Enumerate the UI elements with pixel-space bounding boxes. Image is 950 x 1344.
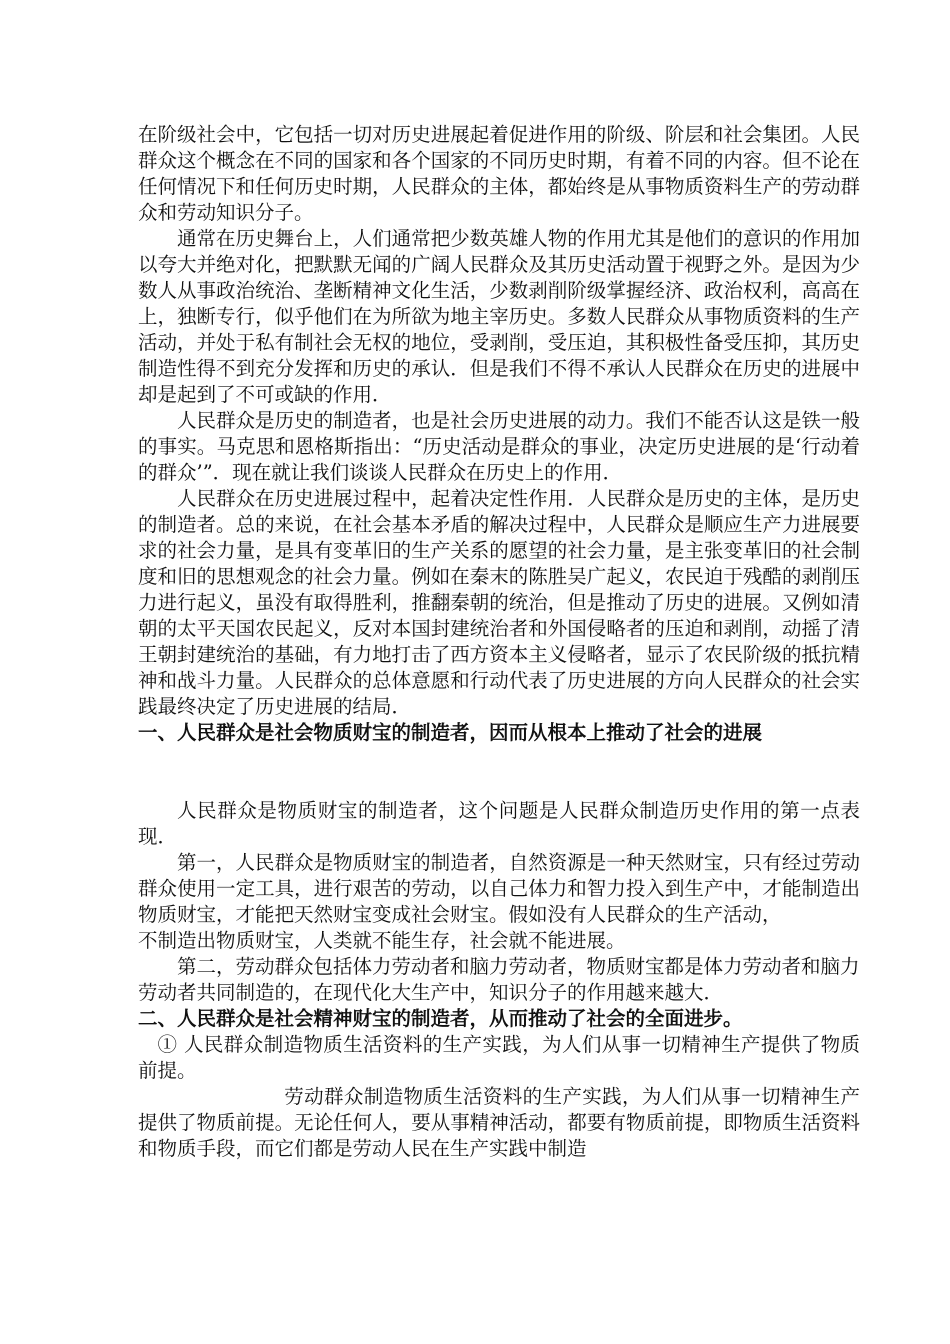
paragraph-11: 劳动群众制造物质生活资料的生产实践，为人们从事一切精神生产提供了物质前提。无论任何人，要从事精神活动，都要有物质前提，即物质生活资料和物质手段，而它们都是劳动人民在生产实践中制造 — [138, 1085, 860, 1160]
section-heading-2: 二、人民群众是社会精神财宝的制造者，从而推动了社会的全面进步。 — [138, 1007, 743, 1030]
paragraph-10: ① 人民群众制造物质生活资料的生产实践，为人们从事一切精神生产提供了物质前提。 — [138, 1033, 860, 1082]
paragraph-2: 通常在历史舞台上，人们通常把少数英雄人物的作用尤其是他们的意识的作用加以夸大并绝对化，把默默无闻的广阔人民群众及其历史活动置于视野之外。是因为少数人从事政治统治、垄断精神文化生活，少数剥削阶级掌握经济、政治权利，高高在上，独断专行，似乎他们在为所欲为地主宰历史。多数人民群众从事物质资料的生产活动，并处于私有制社会无权的地位，受剥削，受压迫，其积极性备受压抑，其历史制造性得不到充分发挥和历史的承认．但是我们不得不承认人民群众在历史的进展中却是起到了不可或缺的作用． — [138, 227, 860, 406]
blank-line — [138, 746, 860, 798]
paragraph-1: 在阶级社会中，它包括一切对历史进展起着促进作用的阶级、阶层和社会集团。人民群众这个概念在不同的国家和各个国家的不同历史时期，有着不同的内容。但不论在任何情况下和任何历史时期，人民群众的主体，都始终是从事物质资料生产的劳动群众和劳动知识分子。 — [138, 123, 860, 224]
paragraph-6: 第一，人民群众是物质财宝的制造者，自然资源是一种天然财宝，只有经过劳动群众使用一定工具，进行艰苦的劳动，以自己体力和智力投入到生产中，才能制造出物质财宝，才能把天然财宝变成社会财宝。假如没有人民群众的生产活动， — [138, 851, 860, 926]
paragraph-3: 人民群众是历史的制造者，也是社会历史进展的动力。我们不能否认这是铁一般的事实。马克思和恩格斯指出：“历史活动是群众的事业，决定历史进展的是‘行动着的群众’”．现在就让我们谈谈人民群众在历史上的作用． — [138, 409, 860, 484]
document-page — [138, 122, 860, 1162]
paragraph-7: 不制造出物质财宝，人类就不能生存，社会就不能进展。 — [138, 929, 626, 952]
paragraph-9: 劳动者共同制造的，在现代化大生产中，知识分子的作用越来越大． — [138, 981, 724, 1004]
section-heading-1: 一、人民群众是社会物质财宝的制造者，因而从根本上推动了社会的进展 — [138, 721, 763, 744]
paragraph-8: 第二，劳动群众包括体力劳动者和脑力劳动者，物质财宝都是体力劳动者和脑力 — [177, 955, 860, 978]
paragraph-4: 人民群众在历史进展过程中，起着决定性作用．人民群众是历史的主体，是历史的制造者。总的来说，在社会基本矛盾的解决过程中，人民群众是顺应生产力进展要求的社会力量，是具有变革旧的生产关系的愿望的社会力量，是主张变革旧的社会制度和旧的思想观念的社会力量。例如在秦末的陈胜吴广起义，农民迫于残酷的剥削压力进行起义，虽没有取得胜利，推翻秦朝的统治，但是推动了历史的进展。又例如清朝的太平天国农民起义，反对本国封建统治者和外国侵略者的压迫和剥削，动摇了清王朝封建统治的基础，有力地打击了西方资本主义侵略者，显示了农民阶级的抵抗精神和战斗力量。人民群众的总体意愿和行动代表了历史进展的方向人民群众的社会实践最终决定了历史进展的结局． — [138, 487, 860, 718]
paragraph-5: 人民群众是物质财宝的制造者，这个问题是人民群众制造历史作用的第一点表现． — [138, 799, 860, 848]
